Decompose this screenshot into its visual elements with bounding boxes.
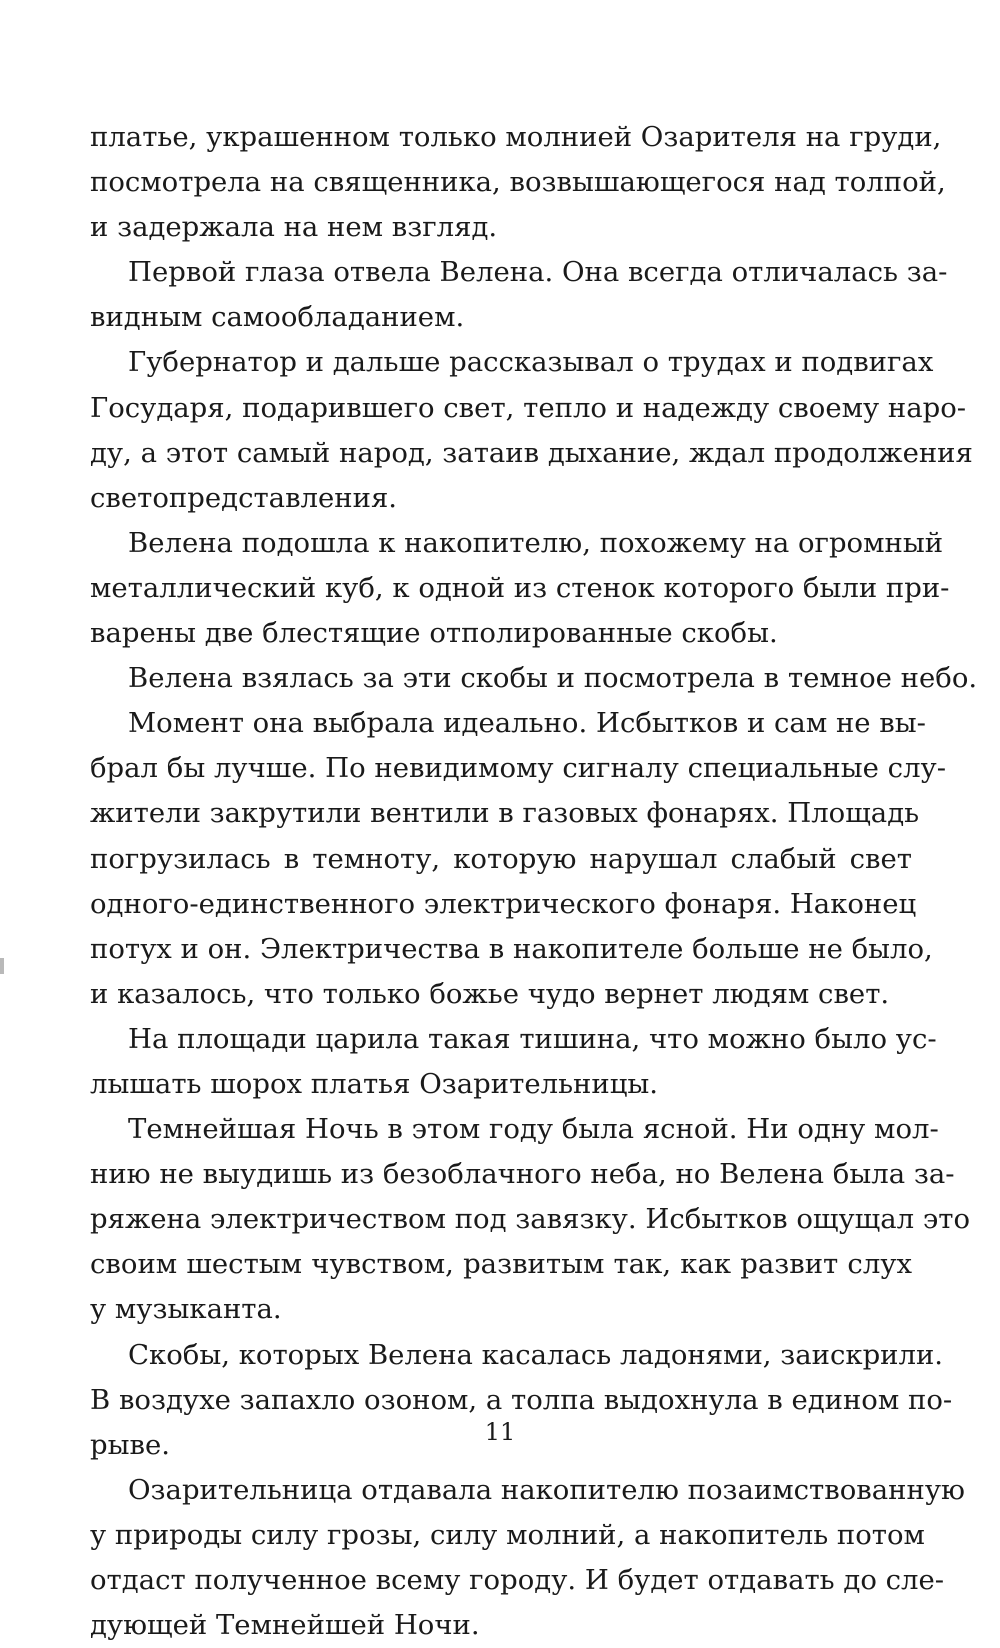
text-line: нию не выудишь из безоблачного неба, но Велена была за- [90, 1158, 955, 1191]
text-line: своим шестым чувством, развитым так, как развит слух [90, 1248, 912, 1281]
text-line: лышать шорох платья Озарительницы. [90, 1067, 659, 1100]
text-line: и казалось, что только божье чудо вернет людям свет. [90, 977, 890, 1010]
text-line: Скобы, которых Велена касалась ладонями, заискрили. [128, 1338, 944, 1371]
text-line: у природы силу грозы, силу молний, а накопитель потом [90, 1518, 925, 1551]
text-line: ряжена электричеством под завязку. Исбытков ощущал это [90, 1203, 970, 1236]
text-line: потух и он. Электричества в накопителе больше не было, [90, 932, 933, 965]
text-line: погрузилась в темноту, которую нарушал слабый свет [90, 842, 912, 875]
text-line: Темнейшая Ночь в этом году была ясной. Ни одну мол- [128, 1113, 939, 1146]
text-line: Государя, подарившего свет, тепло и надежду своему наро- [90, 391, 967, 424]
text-line: Губернатор и дальше рассказывал о трудах и подвигах [128, 346, 934, 379]
text-line: видным самообладанием. [90, 301, 465, 334]
scan-margin-mark [0, 958, 4, 974]
text-line: посмотрела на священника, возвышающегося над толпой, [90, 166, 946, 199]
text-line: одного-единственного электрического фонаря. Наконец [90, 887, 917, 920]
page-number: 11 [484, 1418, 516, 1446]
text-line: На площади царила такая тишина, что можно было ус- [128, 1022, 937, 1055]
text-line: жители закрутили вентили в газовых фонарях. Площадь [90, 797, 920, 830]
text-line: Озарительница отдавала накопителю позаимствованную [128, 1473, 965, 1506]
text-line: ду, а этот самый народ, затаив дыхание, ждал продолжения [90, 436, 973, 469]
text-line: Первой глаза отвела Велена. Она всегда отличалась за- [128, 256, 948, 289]
text-line: у музыканта. [90, 1293, 282, 1326]
text-line: рыве. [90, 1428, 170, 1461]
text-line: Велена подошла к накопителю, похожему на огромный [128, 526, 944, 559]
text-line: платье, украшенном только молнией Озарителя на груди, [90, 121, 942, 153]
text-line: металлический куб, к одной из стенок которого были при- [90, 571, 950, 604]
text-line: варены две блестящие отполированные скобы. [90, 617, 778, 650]
text-line: отдаст полученное всему городу. И будет отдавать до сле- [90, 1564, 945, 1596]
text-line: Велена взялась за эти скобы и посмотрела в темное небо. [128, 662, 978, 695]
text-line: светопредставления. [90, 481, 398, 514]
text-line: В воздухе запахло озоном, а толпа выдохнула в едином по- [90, 1383, 953, 1416]
text-line: брал бы лучше. По невидимому сигналу специальные слу- [90, 752, 947, 785]
text-line: и задержала на нем взгляд. [90, 211, 498, 244]
text-line: дующей Темнейшей Ночи. [90, 1609, 480, 1642]
text-line: Момент она выбрала идеально. Исбытков и сам не вы- [128, 707, 926, 740]
